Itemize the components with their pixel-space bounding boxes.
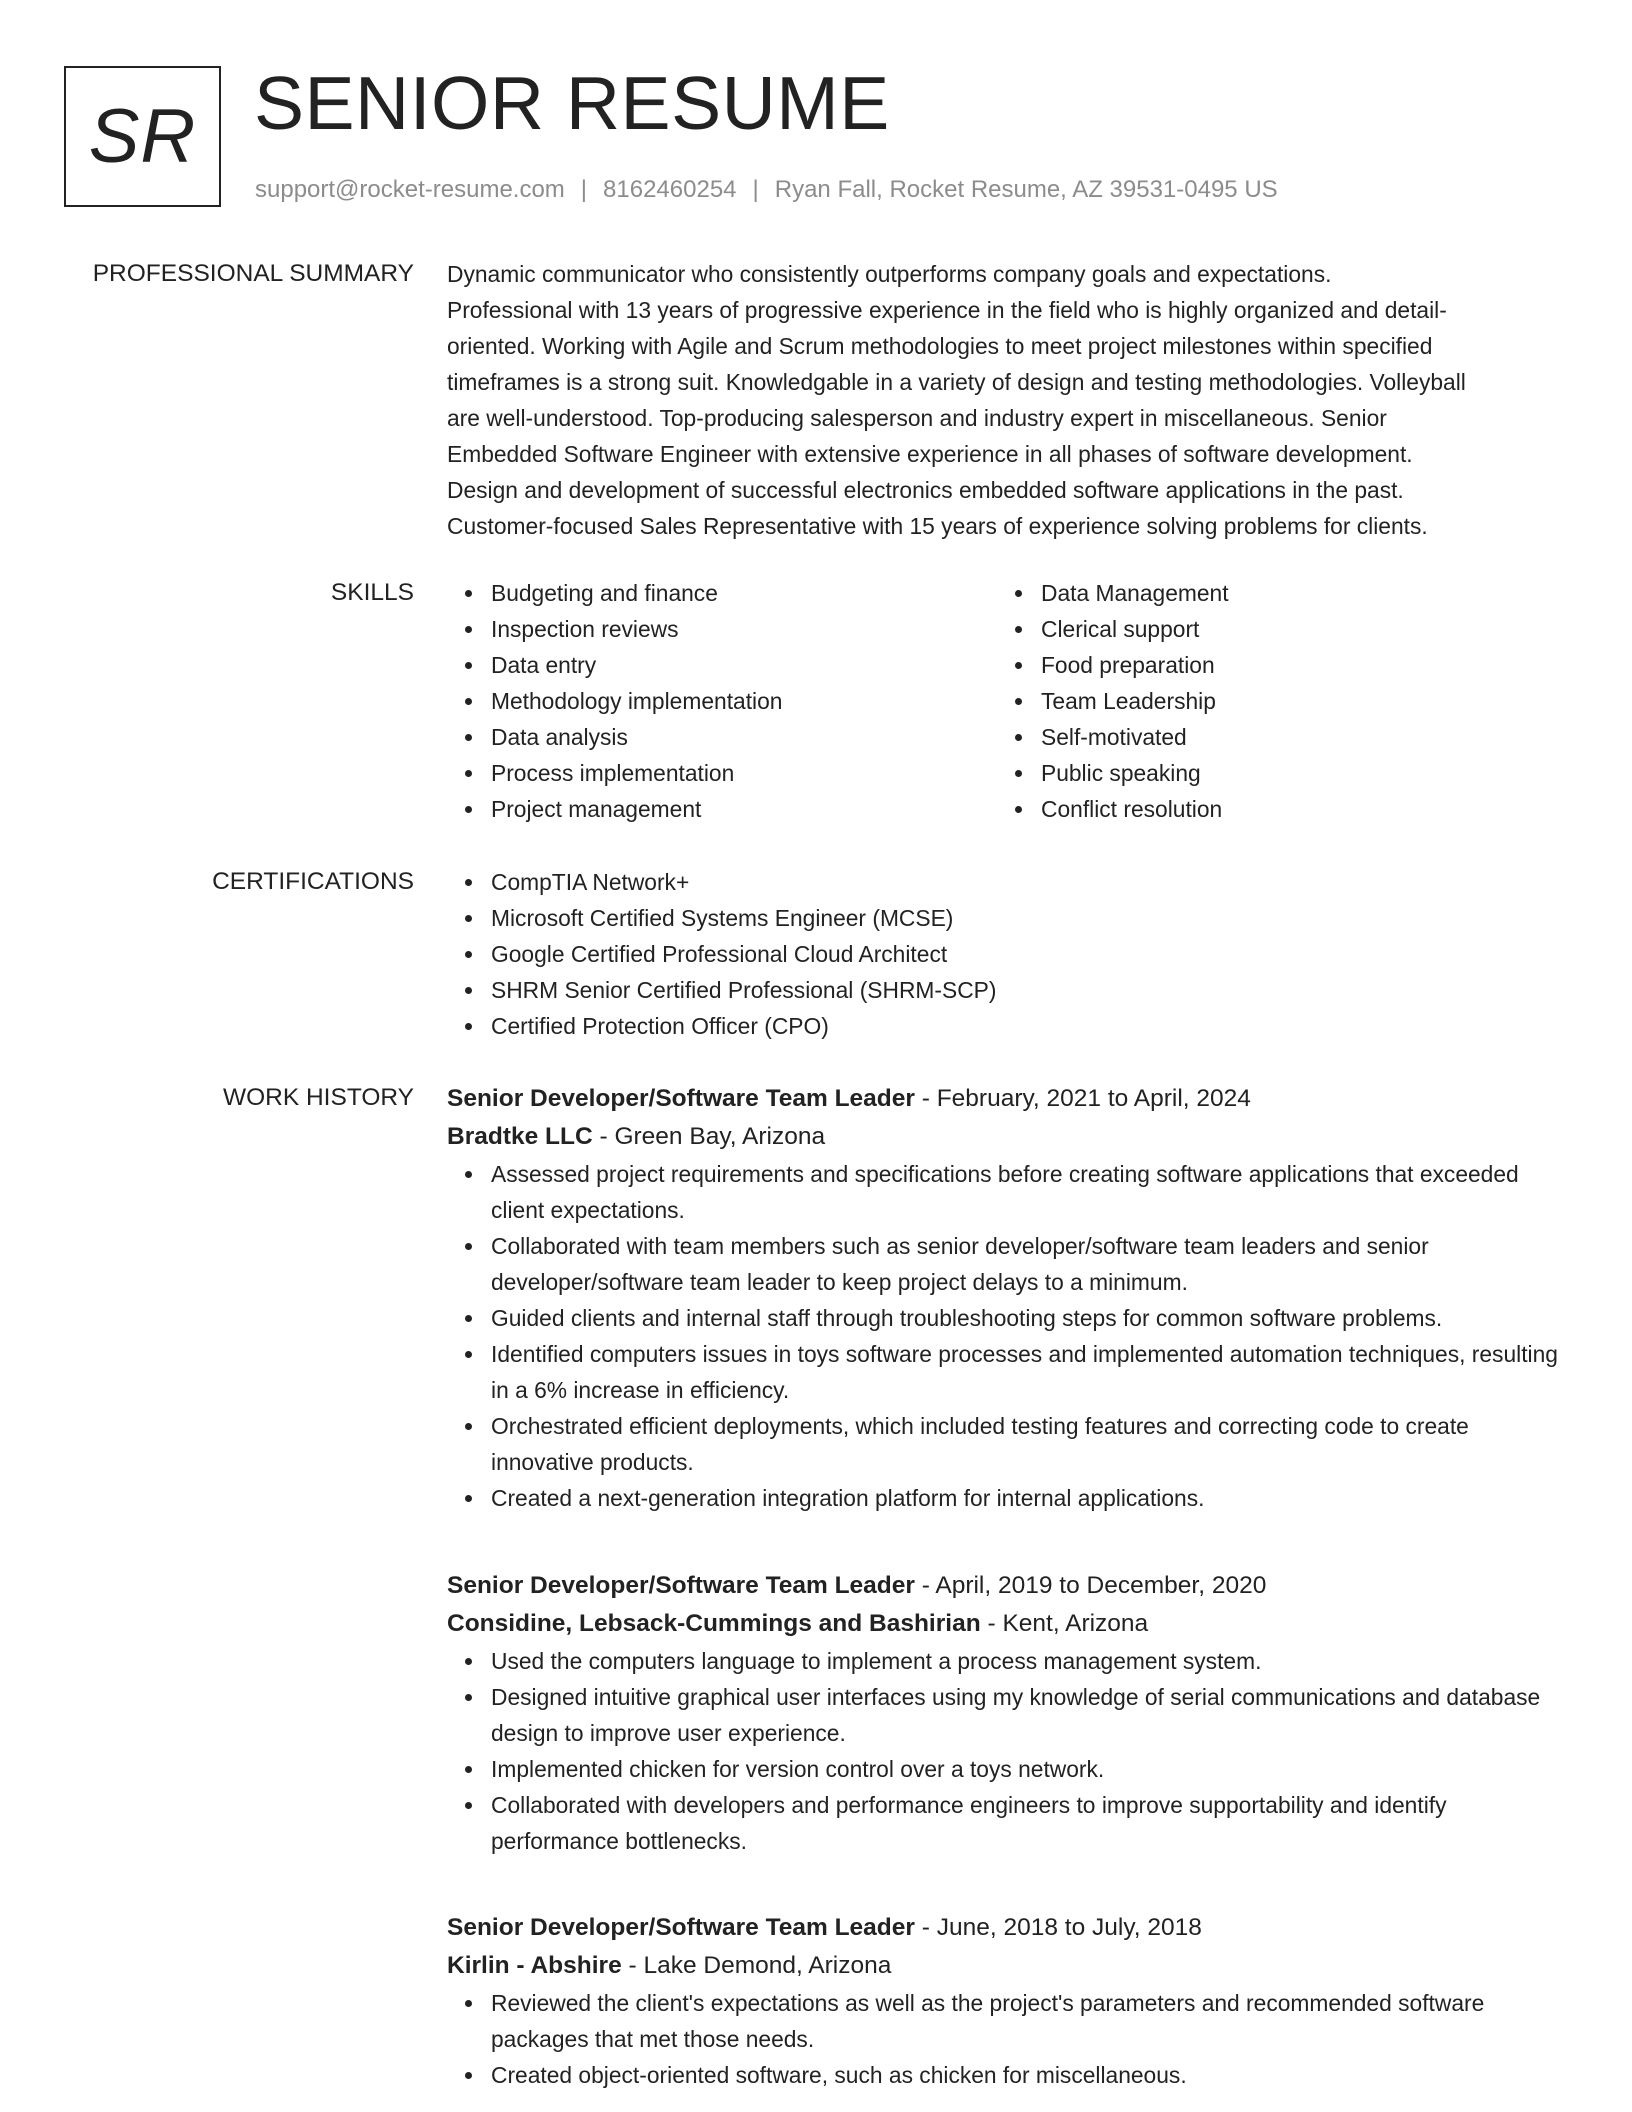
skill-item: Data analysis [447,719,782,755]
summary-block [447,256,1572,544]
certification-item: CompTIA Network+ [447,864,1572,900]
job-entry [447,1567,1572,1859]
job-bullets [447,1643,1572,1859]
skill-item: Self-motivated [997,719,1229,755]
job-location: - Green Bay, Arizona [599,1123,826,1150]
job-title-line [447,1909,1572,1947]
candidate-name: SENIOR RESUME [254,61,890,145]
certification-item: Google Certified Professional Cloud Architect [447,936,1572,972]
summary-line: Design and development of successful electronics embedded software applications in the past. [447,477,1404,503]
contact-separator: | [752,176,759,203]
summary-line: are well-understood. Top-producing salesperson and industry expert in miscellaneous. Senior [447,405,1387,431]
job-entry [447,1080,1572,1516]
skill-item: Team Leadership [997,683,1229,719]
job-entry [447,1909,1572,2093]
section-label-certifications: CERTIFICATIONS [212,868,414,895]
skills-block [447,575,1572,835]
skill-item: Conflict resolution [997,791,1229,827]
summary-line: Professional with 13 years of progressive experience in the field who is highly organized and detail- [447,297,1447,323]
skill-item: Process implementation [447,755,782,791]
summary-line: oriented. Working with Agile and Scrum methodologies to meet project milestones within specified [447,333,1433,359]
job-title-line [447,1080,1572,1118]
job-bullet: Assessed project requirements and specifications before creating software applications that exceeded client expectations. [447,1156,1572,1228]
summary-line: Dynamic communicator who consistently outperforms company goals and expectations. [447,261,1332,287]
job-location: - Lake Demond, Arizona [628,1952,892,1979]
contact-line [255,174,1278,206]
skill-item: Inspection reviews [447,611,782,647]
job-bullet: Used the computers language to implement a process management system. [447,1643,1572,1679]
job-company: Considine, Lebsack-Cummings and Bashirian [447,1610,981,1637]
job-bullets [447,1985,1572,2093]
skill-item: Methodology implementation [447,683,782,719]
job-company-line [447,1605,1572,1643]
job-company-line [447,1947,1572,1985]
summary-line: Customer-focused Sales Representative with 15 years of experience solving problems for clients. [447,513,1428,539]
skills-list-left [447,575,782,827]
job-company: Bradtke LLC [447,1123,593,1150]
skill-item: Project management [447,791,782,827]
job-bullet: Reviewed the client's expectations as well as the project's parameters and recommended software packages that met those needs. [447,1985,1572,2057]
certifications-list [447,864,1572,1044]
initials-monogram: SR [64,66,221,207]
job-bullet: Guided clients and internal staff through troubleshooting steps for common software problems. [447,1300,1572,1336]
job-title-line [447,1567,1572,1605]
skills-list-right [997,575,1229,827]
certification-item: Certified Protection Officer (CPO) [447,1008,1572,1044]
job-title: Senior Developer/Software Team Leader [447,1572,915,1599]
job-bullet: Collaborated with team members such as senior developer/software team leaders and senior developer/software team leader to keep project delays to a minimum. [447,1228,1572,1300]
job-title: Senior Developer/Software Team Leader [447,1914,915,1941]
job-title: Senior Developer/Software Team Leader [447,1085,915,1112]
job-dates: - June, 2018 to July, 2018 [921,1914,1202,1941]
job-dates: - April, 2019 to December, 2020 [921,1572,1267,1599]
job-bullet: Designed intuitive graphical user interfaces using my knowledge of serial communications and database design to improve user experience. [447,1679,1572,1751]
job-bullets [447,1156,1572,1516]
job-bullet: Created object-oriented software, such as chicken for miscellaneous. [447,2057,1572,2093]
contact-separator: | [580,176,588,203]
contact-email: support@rocket-resume.com [255,176,565,203]
job-dates: - February, 2021 to April, 2024 [921,1085,1251,1112]
certification-item: SHRM Senior Certified Professional (SHRM-SCP) [447,972,1572,1008]
summary-line: Embedded Software Engineer with extensive experience in all phases of software development. [447,441,1413,467]
skill-item: Data entry [447,647,782,683]
job-bullet: Collaborated with developers and performance engineers to improve supportability and identify performance bottlenecks. [447,1787,1572,1859]
skill-item: Budgeting and finance [447,575,782,611]
job-company-line [447,1118,1572,1156]
section-label-summary: PROFESSIONAL SUMMARY [92,260,414,287]
skill-item: Food preparation [997,647,1229,683]
skill-item: Data Management [997,575,1229,611]
job-location: - Kent, Arizona [987,1610,1149,1637]
section-label-skills: SKILLS [330,579,414,606]
contact-address: Ryan Fall, Rocket Resume, AZ 39531-0495 US [774,176,1278,203]
job-bullet: Orchestrated efficient deployments, which included testing features and correcting code to create innovative products. [447,1408,1572,1480]
job-company: Kirlin - Abshire [447,1952,622,1979]
certifications-block [447,864,1572,1044]
skill-item: Public speaking [997,755,1229,791]
certification-item: Microsoft Certified Systems Engineer (MCSE) [447,900,1572,936]
contact-phone: 8162460254 [603,176,737,203]
summary-line: timeframes is a strong suit. Knowledgable in a variety of design and testing methodologies. Volleyball [447,369,1466,395]
job-bullet: Identified computers issues in toys software processes and implemented automation techniques, resulting in a 6% increase in efficiency. [447,1336,1572,1408]
section-label-work-history: WORK HISTORY [222,1084,414,1111]
job-bullet: Implemented chicken for version control over a toys network. [447,1751,1572,1787]
skill-item: Clerical support [997,611,1229,647]
job-bullet: Created a next-generation integration platform for internal applications. [447,1480,1572,1516]
